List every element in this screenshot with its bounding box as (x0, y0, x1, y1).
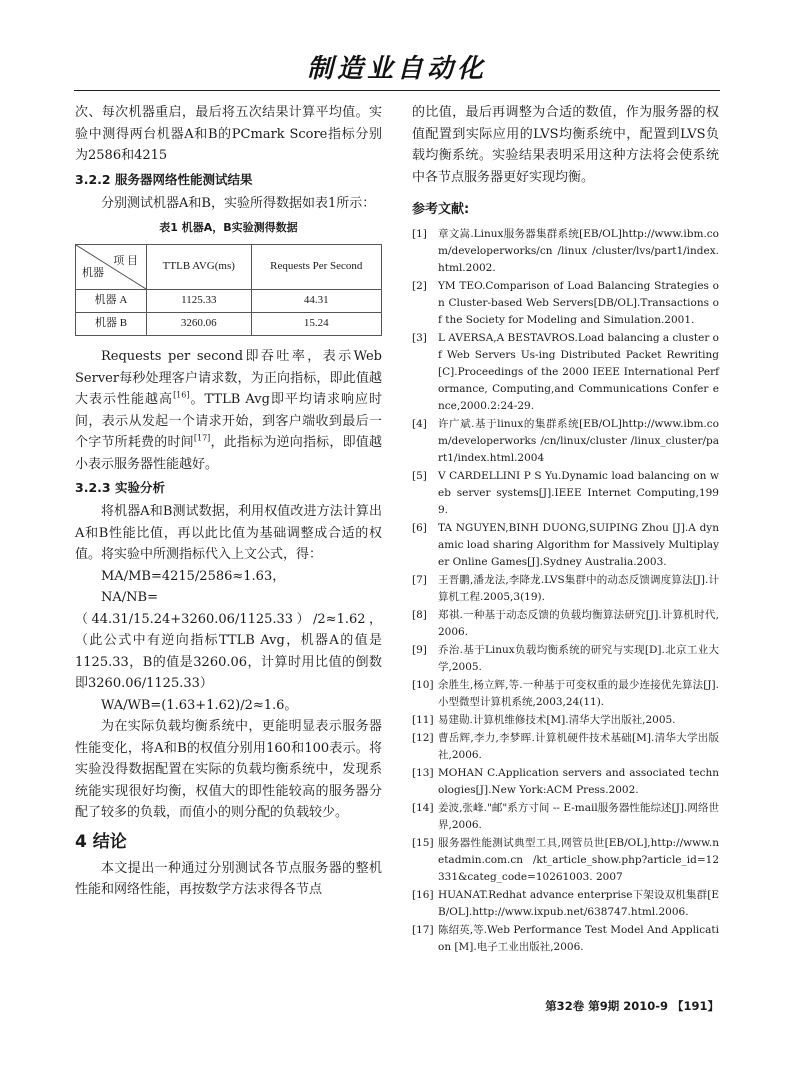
reference-text: 陈绍英,等.Web Performance Test Model And Application [M].电子工业出版社,2006. (438, 924, 719, 953)
corner-label-item: 项 目 (113, 255, 138, 267)
reference-text: HUANAT.Redhat advance enterprise下架设双机集群[EB/OL].http://www.ixpub.net/638747.html.2006. (438, 889, 719, 918)
reference-text: 曹岳辉,李力,李梦晖.计算机硬件技术基础[M].清华大学出版社,2006. (438, 732, 719, 761)
text-run: 。TTLB Avg即平均请求响应时间，表示从发起一个请求开始，到客户端收到最后一个字节所耗费的时间 (75, 392, 382, 450)
reference-text: 王晋鹏,潘龙法,李降龙.LVS集群中的动态反馈调度算法[J].计算机工程.2005,3(19). (438, 574, 719, 603)
reference-text: 章文嵩.Linux服务器集群系统[EB/OL]http://www.ibm.com/developerworks/cn /linux /cluster/lvs/part1/index.html.2002. (438, 228, 719, 274)
reference-item (412, 922, 719, 956)
paragraph: 次、每次机器重启，最后将五次结果计算平均值。实验中测得两台机器A和B的PCmark Score指标分别为2586和4215 (75, 105, 382, 163)
reference-number: [15] (412, 837, 434, 849)
section-heading-3-2-3: 3.2.3 实验分析 (75, 480, 165, 495)
reference-number: [6] (412, 522, 427, 534)
reference-text: MOHAN C.Application servers and associated technologies[J].New York:ACM Press.2002. (438, 767, 719, 796)
paragraph: 将机器A和B测试数据，利用权值改进方法计算出A和B性能比值，再以此比值为基础调整成合适的权值。将实验中所测指标代入上文公式，得： (75, 504, 382, 562)
paragraph (75, 346, 382, 475)
table-cell-machine: 机器 B (76, 313, 147, 336)
reference-item (412, 330, 719, 415)
reference-text: L AVERSA,A BESTAVROS.Load balancing a cluster of Web Servers Us-ing Distributed Packet Rewriting[C].Proceedings of the 2000 IEEE International Performance, Computing,and Communications Confer ence,2000.2:24-29. (438, 332, 720, 412)
reference-item (412, 730, 719, 764)
table-header-row (76, 245, 382, 290)
citation[interactable]: [16] (173, 390, 190, 400)
text-run: Requests per second即吞吐率，表示Web Server每秒处理客户请求数，为正向指标，即此值越大表示性能越高 (75, 349, 382, 407)
reference-text: 郑祺.一种基于动态反馈的负载均衡算法研究[J].计算机时代,2006. (438, 609, 719, 638)
references-heading: 参考文献: (412, 202, 470, 217)
reference-item (412, 765, 719, 799)
paragraph: 为在实际负载均衡系统中，更能明显表示服务器性能变化，将A和B的权值分别用160和100表示。将实验没得数据配置在实际的负载均衡系统中，发现系统能实现很好均衡，权值大的即性能较高的服务器分配了较多的负载，而值小的则分配的负载较少。 (75, 719, 382, 820)
table-cell-machine: 机器 A (76, 290, 147, 313)
reference-item (412, 642, 719, 676)
table-cell-ttlb: 1125.33 (147, 290, 252, 313)
reference-number: [2] (412, 280, 427, 292)
reference-list (412, 226, 719, 956)
table-caption: 表1 机器A，B实验测得数据 (159, 221, 298, 234)
paragraph: 分别测试机器A和B，实验所得数据如表1所示： (101, 195, 376, 211)
reference-text: 易建勋.计算机维修技术[M].清华大学出版社,2005. (438, 714, 676, 726)
paragraph: 本文提出一种通过分别测试各节点服务器的整机性能和网络性能，再按数学方法求得各节点 (75, 860, 382, 897)
table-cell-rps: 44.31 (251, 290, 381, 313)
table-cell-ttlb: 3260.06 (147, 313, 252, 336)
reference-text: 乔治.基于Linux负载均衡系统的研究与实现[D].北京工业大学,2005. (438, 644, 719, 673)
table-cell-rps: 15.24 (251, 313, 381, 336)
table-corner-cell (76, 245, 147, 290)
reference-number: [13] (412, 767, 434, 779)
table-row (76, 313, 382, 336)
citation[interactable]: [17] (193, 433, 211, 443)
reference-item (412, 278, 719, 329)
reference-number: [11] (412, 714, 434, 726)
journal-header (0, 40, 794, 96)
reference-text: 服务器性能测试典型工具,网管员世[EB/OL],http://www.netadmin.com.cn /kt_article_show.php?article_id=12331&categ_code=10261003. 2007 (438, 837, 719, 883)
reference-number: [16] (412, 889, 434, 901)
formula-na-nb: NA/NB=（44.31/15.24+3260.06/1125.33）/2≈1.62，（此公式中有逆向指标TTLB Avg，机器A的值是1125.33，B的值是3260.06，计算时用比值的倒数即3260.06/1125.33） (75, 590, 382, 691)
reference-item (412, 520, 719, 571)
section-heading-3-2-2: 3.2.2 服务器网络性能测试结果 (75, 171, 253, 187)
reference-number: [3] (412, 332, 427, 344)
reference-text: V CARDELLINI P S Yu.Dynamic load balancing on web server systems[J].IEEE Internet Computing,1999. (438, 470, 719, 516)
right-column (412, 102, 719, 957)
reference-item (412, 607, 719, 641)
reference-item (412, 835, 719, 886)
left-column (75, 102, 382, 901)
reference-number: [5] (412, 470, 427, 482)
reference-item (412, 887, 719, 921)
results-table (75, 244, 382, 336)
reference-item (412, 677, 719, 711)
reference-text: TA NGUYEN,BINH DUONG,SUIPING Zhou [J].A dynamic load sharing Algorithm for Massively Multiplayer Online Games[J].Sydney Australia.2003. (438, 522, 719, 568)
reference-item (412, 800, 719, 834)
reference-number: [8] (412, 609, 427, 621)
header-rule (74, 90, 720, 91)
table-header-ttlb: TTLB AVG(ms) (147, 245, 252, 290)
reference-number: [12] (412, 732, 434, 744)
paragraph: 的比值，最后再调整为合适的数值，作为服务器的权值配置到实际应用的LVS均衡系统中，配置到LVS负载均衡系统。实验结果表明采用这种方法将会使系统中各节点服务器更好实现均衡。 (412, 105, 719, 185)
reference-item (412, 572, 719, 606)
reference-text: 许广斌.基于linux的集群系统[EB/OL]http://www.ibm.com/developerworks /cn/linux/cluster /linux_cluster/part1/index.html.2004 (438, 418, 719, 464)
page-footer: 第32卷 第9期 2010-9 【191】 (545, 999, 719, 1013)
reference-number: [17] (412, 924, 434, 936)
table-header-rps: Requests Per Second (251, 245, 381, 290)
reference-item (412, 416, 719, 467)
reference-number: [7] (412, 574, 427, 586)
reference-text: YM TEO.Comparison of Load Balancing Strategies on Cluster-based Web Servers[DB/OL].Transactions of the Society for Modeling and Simulation.2001. (438, 280, 719, 326)
section-heading-4: 4 结论 (75, 831, 127, 852)
reference-number: [1] (412, 228, 427, 240)
table-row (76, 290, 382, 313)
text-run: ，此指标为逆向指标，即值越小表示服务器性能越好。 (75, 435, 382, 472)
formula-wa-wb: WA/WB=(1.63+1.62)/2≈1.6。 (101, 697, 298, 713)
reference-number: [10] (412, 679, 434, 691)
formula-ma-mb: MA/MB=4215/2586≈1.63， (101, 568, 286, 584)
reference-number: [4] (412, 418, 427, 430)
reference-number: [9] (412, 644, 427, 656)
reference-number: [14] (412, 802, 434, 814)
reference-item (412, 712, 719, 729)
corner-label-machine: 机器 (82, 266, 104, 279)
reference-item (412, 226, 719, 277)
reference-item (412, 468, 719, 519)
journal-title: 制造业自动化 (306, 54, 487, 84)
reference-text: 姜波,张峰."邮"系方寸间 -- E-mail服务器性能综述[J].网络世界,2006. (438, 802, 719, 831)
reference-text: 余胜生,杨立辉,等.一种基于可变权重的最少连接优先算法[J].小型微型计算机系统,2003,24(11). (438, 679, 719, 708)
